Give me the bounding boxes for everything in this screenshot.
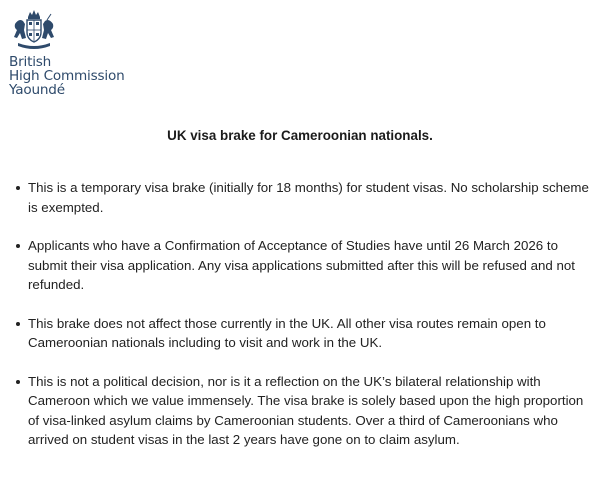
document-title: UK visa brake for Cameroonian nationals. xyxy=(167,128,433,143)
logo-line-yaounde: Yaoundé xyxy=(9,82,65,98)
bullet-text: This is a temporary visa brake (initially for 18 months) for student visas. No scholarship scheme is exempted. xyxy=(28,180,589,215)
bullet-text: Applicants who have a Confirmation of Acceptance of Studies have until 26 March 2026 to submit their visa application. Any visa applications submitted after this will be refused and not refunded. xyxy=(28,238,575,292)
bullet-item xyxy=(16,236,596,295)
bullet-dot-icon xyxy=(16,244,20,248)
bullet-item xyxy=(16,372,596,450)
bullet-dot-icon xyxy=(16,380,20,384)
bullet-text: This is not a political decision, nor is it a reflection on the UK’s bilateral relationship with Cameroon which we value immensely. The visa brake is solely based upon the high proportion of visa-linked asylum claims by Cameroonian students. Over a third of Cameroonians who arrived on student visas in the last 2 years have gone on to claim asylum. xyxy=(28,373,584,447)
bullet-item xyxy=(16,178,596,217)
royal-coat-of-arms-icon xyxy=(11,8,57,52)
bullet-list xyxy=(16,178,596,469)
bullet-dot-icon xyxy=(16,322,20,326)
logo-text xyxy=(9,55,139,97)
bullet-item xyxy=(16,314,596,353)
british-high-commission-logo xyxy=(9,8,139,97)
logo-line-british: British xyxy=(9,54,52,70)
bullet-dot-icon xyxy=(16,186,20,190)
bullet-text: This brake does not affect those currently in the UK. All other visa routes remain open to Cameroonian nationals including to visit and work in the UK. xyxy=(28,315,546,350)
logo-line-high-commission: High Commission xyxy=(9,68,125,84)
